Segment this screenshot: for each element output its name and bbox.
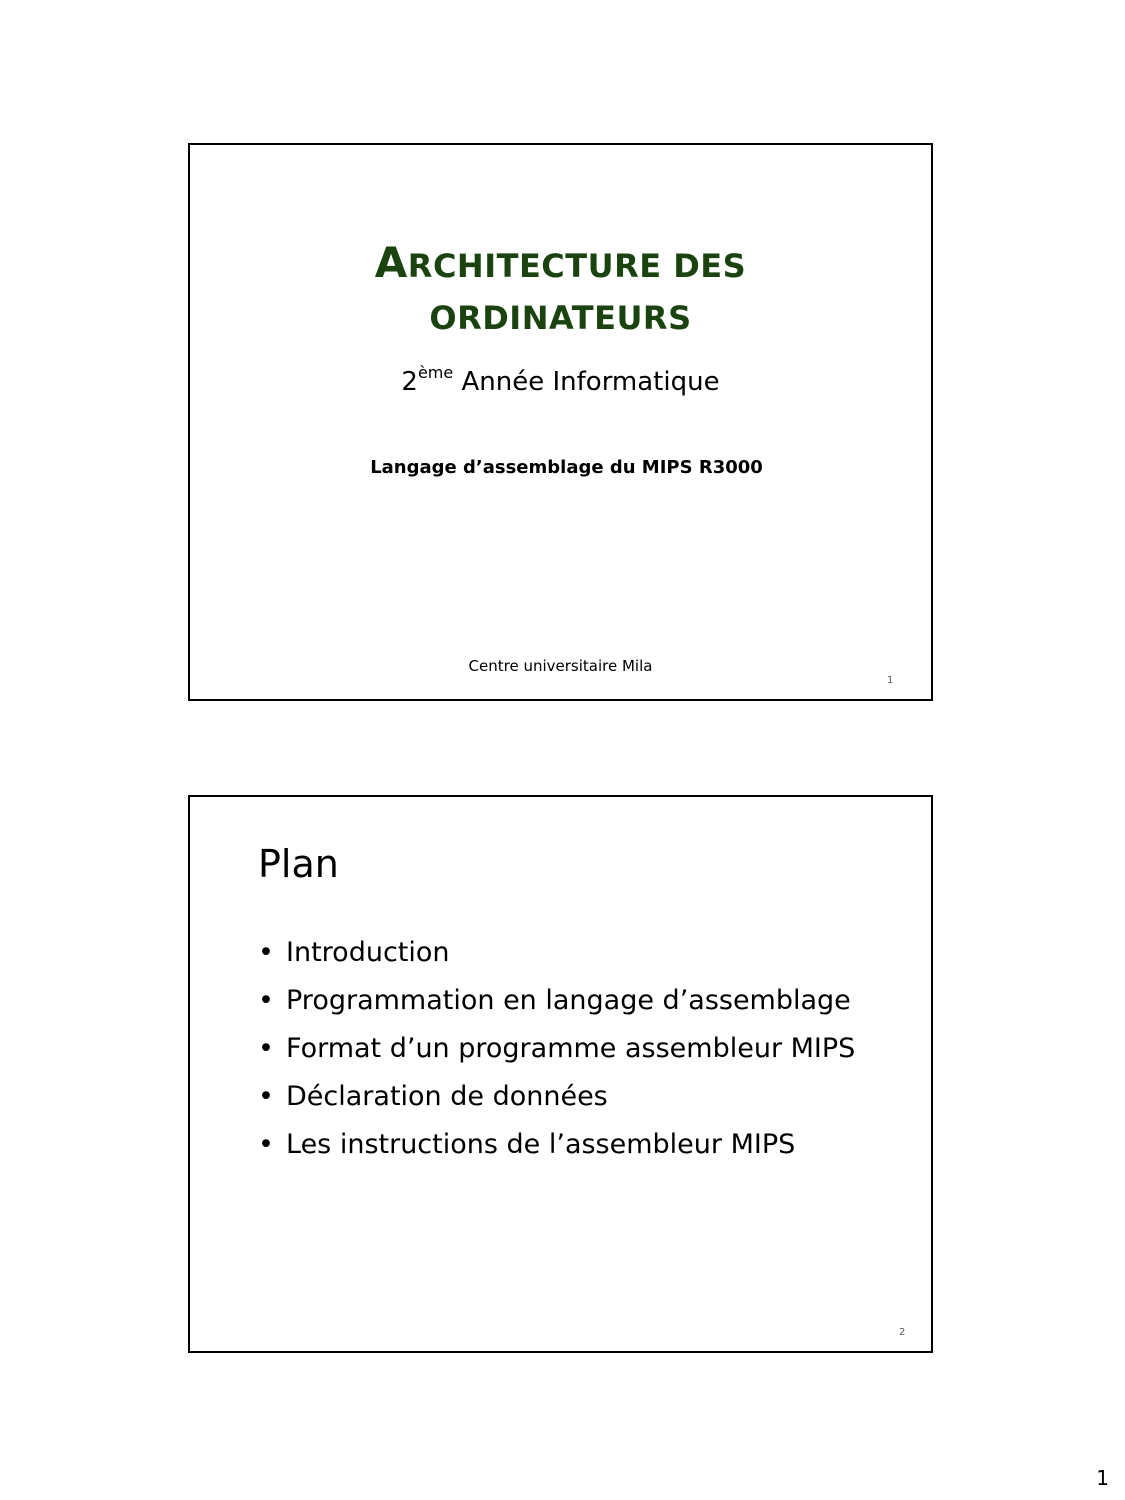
- bullet-icon: •: [258, 937, 274, 968]
- slide-number: 2: [899, 1327, 906, 1338]
- list-item-text: Programmation en langage d’assemblage: [286, 985, 851, 1016]
- title-initial: A: [374, 238, 408, 287]
- plan-list: [258, 929, 855, 1169]
- list-item-text: Format d’un programme assembleur MIPS: [286, 1033, 856, 1064]
- title-line-1: [190, 237, 931, 292]
- bullet-icon: •: [258, 1129, 274, 1160]
- list-item-text: Déclaration de données: [286, 1081, 608, 1112]
- slide-number: 1: [887, 675, 894, 686]
- title-line-1-rest: RCHITECTURE DES: [407, 247, 747, 285]
- list-item: [258, 1025, 855, 1073]
- title-line-2: ORDINATEURS: [429, 299, 692, 337]
- list-item: [258, 929, 855, 977]
- bullet-icon: •: [258, 1081, 274, 1112]
- list-item: [258, 1121, 855, 1169]
- list-item: [258, 1073, 855, 1121]
- list-item-text: Introduction: [286, 937, 450, 968]
- list-item: [258, 977, 855, 1025]
- bullet-icon: •: [258, 1033, 274, 1064]
- page-number: 1: [1096, 1466, 1109, 1490]
- list-item-text: Les instructions de l’assembleur MIPS: [286, 1129, 796, 1160]
- subtitle-superscript: ème: [417, 363, 454, 382]
- subtitle-number: 2: [401, 367, 418, 397]
- slide-subtitle: [190, 363, 931, 397]
- slide-2: [188, 795, 933, 1353]
- slide-heading: Plan: [258, 842, 339, 886]
- slide-footer: Centre universitaire Mila: [468, 657, 653, 675]
- slide-title: [190, 237, 931, 344]
- subtitle-text: Année Informatique: [453, 367, 720, 397]
- slide-1: [188, 143, 933, 701]
- slide-subject: Langage d’assemblage du MIPS R3000: [370, 457, 763, 478]
- bullet-icon: •: [258, 985, 274, 1016]
